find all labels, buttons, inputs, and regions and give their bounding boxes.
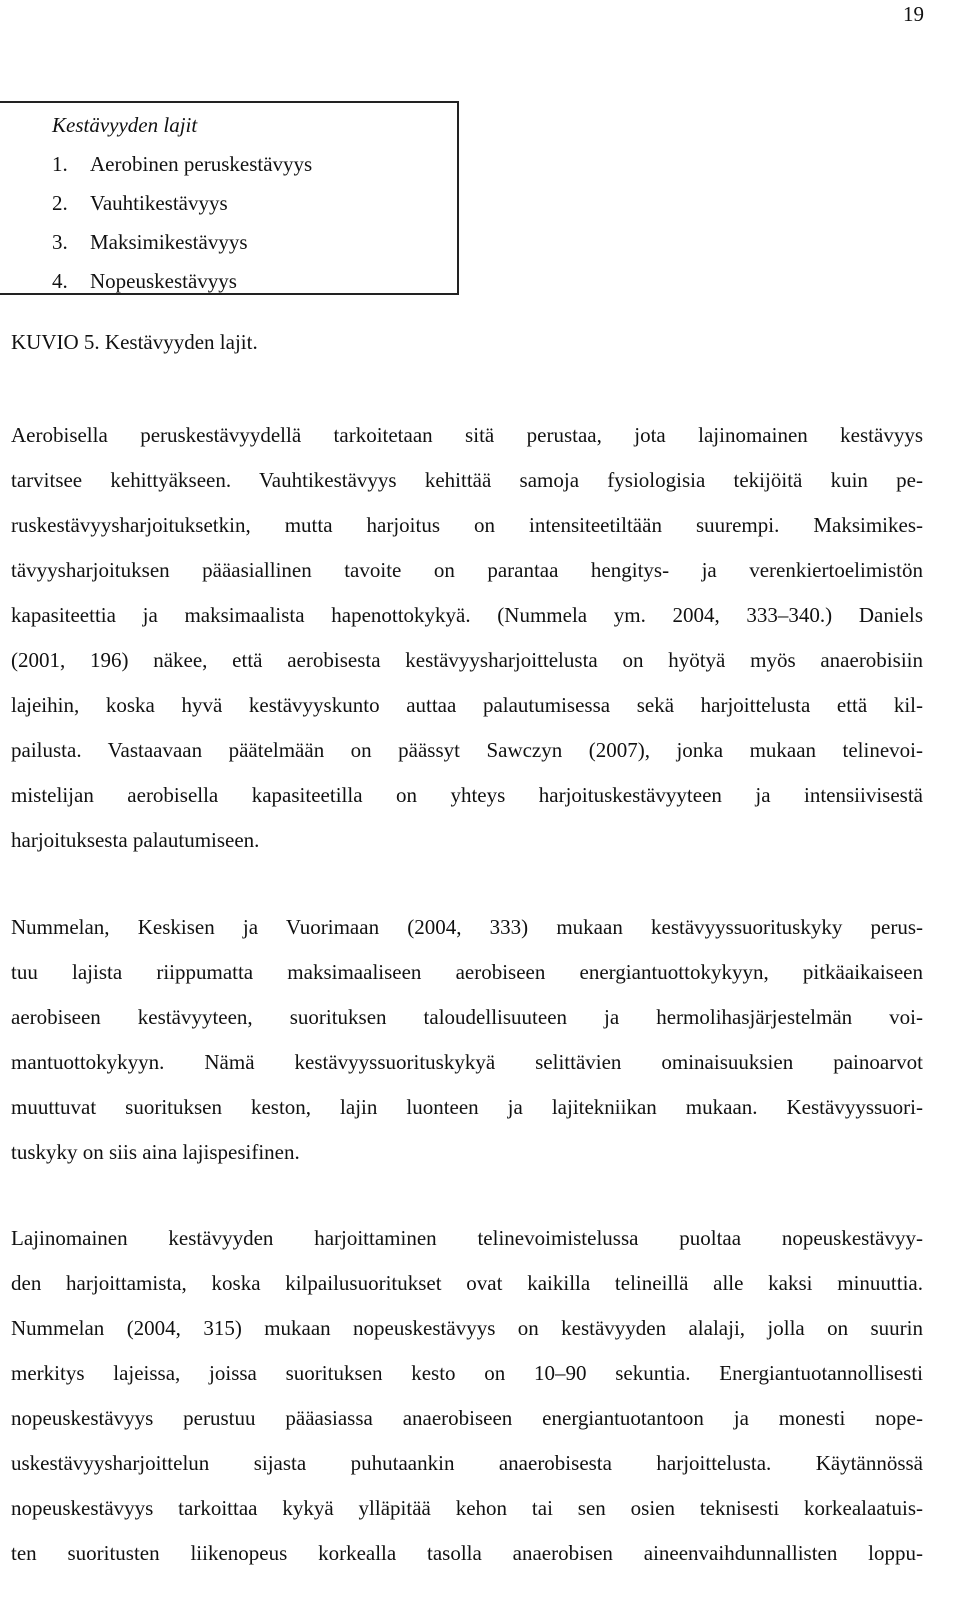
paragraph-line: Lajinomainen kestävyyden harjoittaminen telinevoimistelussa puoltaa nopeuskestävyy- [11, 1226, 923, 1250]
paragraph-line: Nummelan, Keskisen ja Vuorimaan (2004, 333) mukaan kestävyyssuorituskyky perus- [11, 915, 923, 939]
paragraph-line: tävyysharjoituksen pääasiallinen tavoite on parantaa hengitys- ja verenkiertoelimistön [11, 558, 923, 582]
figure-list-item [52, 267, 237, 295]
figure-list-number: 1. [52, 152, 68, 176]
figure-list-item [52, 150, 312, 178]
page-number: 19 [903, 2, 924, 26]
figure-list-item [52, 228, 248, 256]
paragraph-line: ruskestävyysharjoituksetkin, mutta harjoitus on intensiteetiltään suurempi. Maksimikes- [11, 513, 923, 537]
figure-list-text: Nopeuskestävyys [90, 269, 237, 293]
paragraph-line: tuskyky on siis aina lajispesifinen. [11, 1140, 300, 1164]
paragraph-line: muuttuvat suorituksen keston, lajin luonteen ja lajitekniikan mukaan. Kestävyyssuori- [11, 1095, 923, 1119]
paragraph-line: aerobiseen kestävyyteen, suorituksen taloudellisuuteen ja hermolihasjärjestelmän voi- [11, 1005, 923, 1029]
figure-list-text: Maksimikestävyys [90, 230, 248, 254]
figure-title: Kestävyyden lajit [52, 113, 198, 137]
figure-list-item [52, 189, 228, 217]
paragraph-line: den harjoittamista, koska kilpailusuoritukset ovat kaikilla telineillä alle kaksi minuuttia. [11, 1271, 923, 1295]
paragraph-line: tuu lajista riippumatta maksimaaliseen aerobiseen energiantuottokykyyn, pitkäaikaiseen [11, 960, 923, 984]
paragraph-line: pailusta. Vastaavaan päätelmään on päässyt Sawczyn (2007), jonka mukaan telinevoi- [11, 738, 923, 762]
paragraph-line: harjoituksesta palautumiseen. [11, 828, 260, 852]
figure-list-text: Vauhtikestävyys [90, 191, 228, 215]
paragraph-line: uskestävyysharjoittelun sijasta puhutaankin anaerobisesta harjoittelusta. Käytännössä [11, 1451, 923, 1475]
paragraph-line: merkitys lajeissa, joissa suorituksen kesto on 10–90 sekuntia. Energiantuotannollisesti [11, 1361, 923, 1385]
figure-caption: KUVIO 5. Kestävyyden lajit. [11, 330, 258, 354]
paragraph-line: nopeuskestävyys perustuu pääasiassa anaerobiseen energiantuotantoon ja monesti nope- [11, 1406, 923, 1430]
paragraph-line: lajeihin, koska hyvä kestävyyskunto auttaa palautumisessa sekä harjoittelusta että kil- [11, 693, 923, 717]
paragraph-line: Aerobisella peruskestävyydellä tarkoitetaan sitä perustaa, jota lajinomainen kestävyys [11, 423, 923, 447]
paragraph-line: ten suoritusten liikenopeus korkealla tasolla anaerobisen aineenvaihdunnallisten loppu- [11, 1541, 923, 1565]
figure-list-number: 2. [52, 191, 68, 215]
figure-list-number: 4. [52, 269, 68, 293]
paragraph-line: Nummelan (2004, 315) mukaan nopeuskestävyys on kestävyyden alalaji, jolla on suurin [11, 1316, 923, 1340]
paragraph-line: kapasiteettia ja maksimaalista hapenottokykyä. (Nummela ym. 2004, 333–340.) Daniels [11, 603, 923, 627]
figure-list-number: 3. [52, 230, 68, 254]
paragraph-line: tarvitsee kehittyäkseen. Vauhtikestävyys kehittää samoja fysiologisia tekijöitä kuin pe- [11, 468, 923, 492]
figure-list-text: Aerobinen peruskestävyys [90, 152, 313, 176]
paragraph-line: (2001, 196) näkee, että aerobisesta kestävyysharjoittelusta on hyötyä myös anaerobisiin [11, 648, 923, 672]
paragraph-line: mantuottokykyyn. Nämä kestävyyssuorituskykyä selittävien ominaisuuksien painoarvot [11, 1050, 923, 1074]
paragraph-line: nopeuskestävyys tarkoittaa kykyä ylläpitää kehon tai sen osien teknisesti korkealaatuis- [11, 1496, 923, 1520]
paragraph-line: mistelijan aerobisella kapasiteetilla on yhteys harjoituskestävyyteen ja intensiivisestä [11, 783, 923, 807]
